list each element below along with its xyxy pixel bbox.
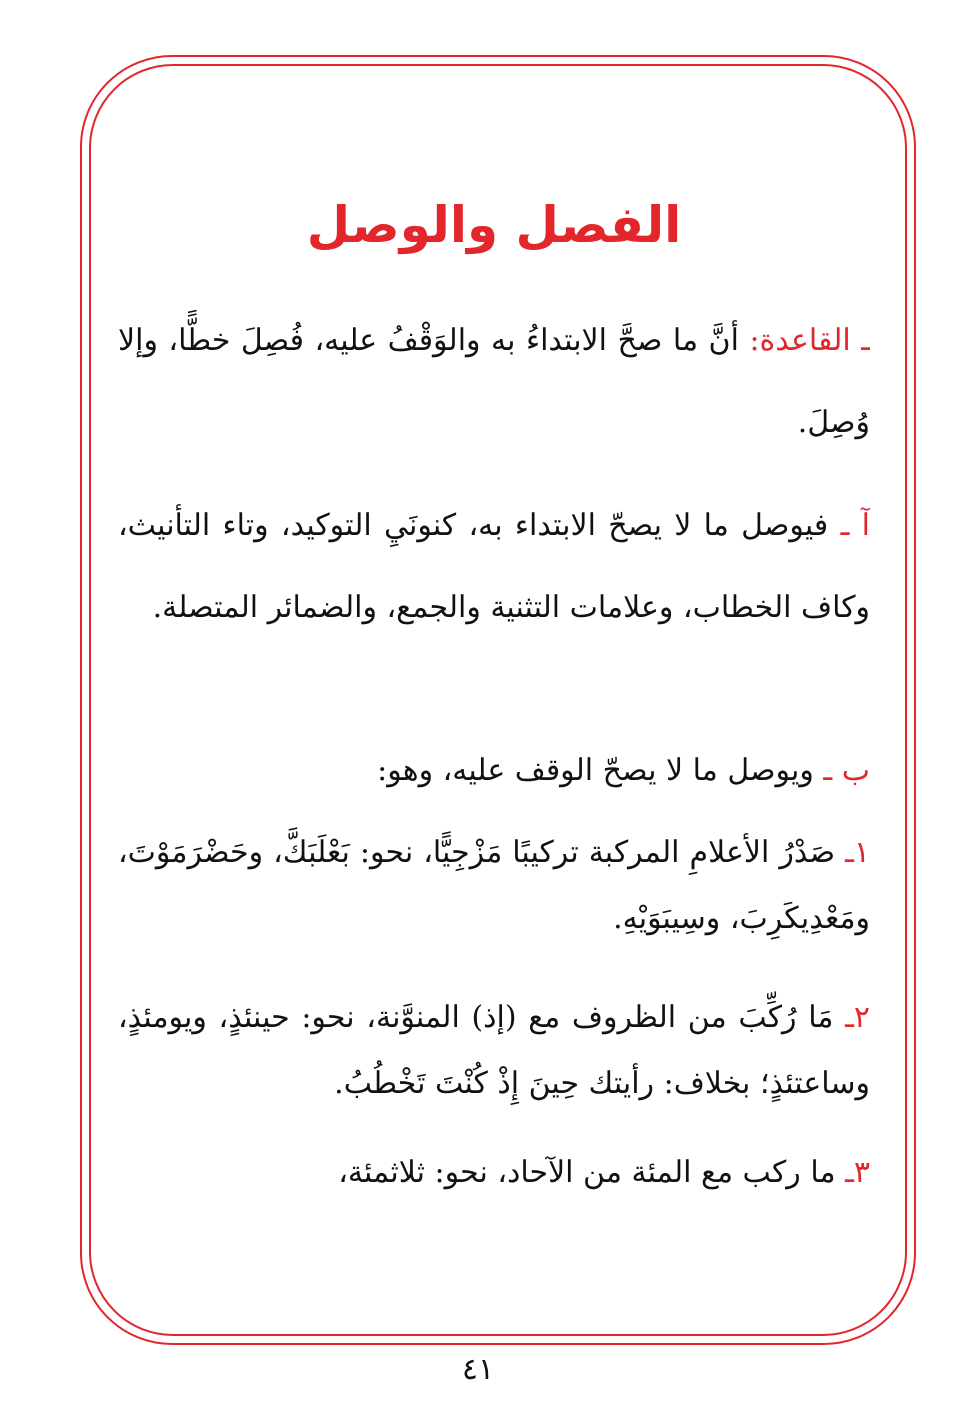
item-3-paragraph <box>118 1140 870 1206</box>
item-2-marker: ٢ـ <box>845 1000 870 1035</box>
item-1-marker: ١ـ <box>845 835 870 870</box>
rule-text: أنَّ ما صحَّ الابتداءُ به والوَقْفُ عليه، فُصِلَ خطًّا، وإلا وُصِلَ. <box>118 323 870 440</box>
item-1-text: صَدْرُ الأعلامِ المركبة تركيبًا مَزْجِيًّا، نحو: بَعْلَبَكَّ، وحَضْرَمَوْتَ، ومَعْدِيكَرِبَ، وسِيبَوَيْهِ. <box>118 835 870 936</box>
rule-paragraph <box>118 300 870 464</box>
rule-label: ـ القاعدة: <box>749 323 870 358</box>
page-title: الفصل والوصل <box>306 196 682 254</box>
section-b-paragraph <box>118 730 870 812</box>
section-a-text: فيوصل ما لا يصحّ الابتداء به، كنونَيِ التوكيد، وتاء التأنيث، وكاف الخطاب، وعلامات التثنية والجمع، والضمائر المتصلة. <box>118 508 870 625</box>
section-b-marker: ب ـ <box>823 753 870 788</box>
item-3-marker: ٣ـ <box>845 1155 870 1190</box>
section-a-marker: آ ـ <box>840 508 870 543</box>
section-a-paragraph <box>118 485 870 649</box>
section-b-text: ويوصل ما لا يصحّ الوقف عليه، وهو: <box>377 753 814 788</box>
item-2-text: مَا رُكِّبَ من الظروف مع (إذ) المنوَّنة، نحو: حينئذٍ، ويومئذٍ، وساعتئذٍ؛ بخلاف: رأيتك حِينَ إِذْ كُنْتَ تَخْطُبُ. <box>118 1000 870 1101</box>
page-content <box>118 0 870 1320</box>
item-2-paragraph <box>118 985 870 1117</box>
page-number: ٤١ <box>461 1352 495 1387</box>
item-1-paragraph <box>118 820 870 952</box>
item-3-text: ما ركب مع المئة من الآحاد، نحو: ثلاثمئة، <box>338 1155 836 1190</box>
